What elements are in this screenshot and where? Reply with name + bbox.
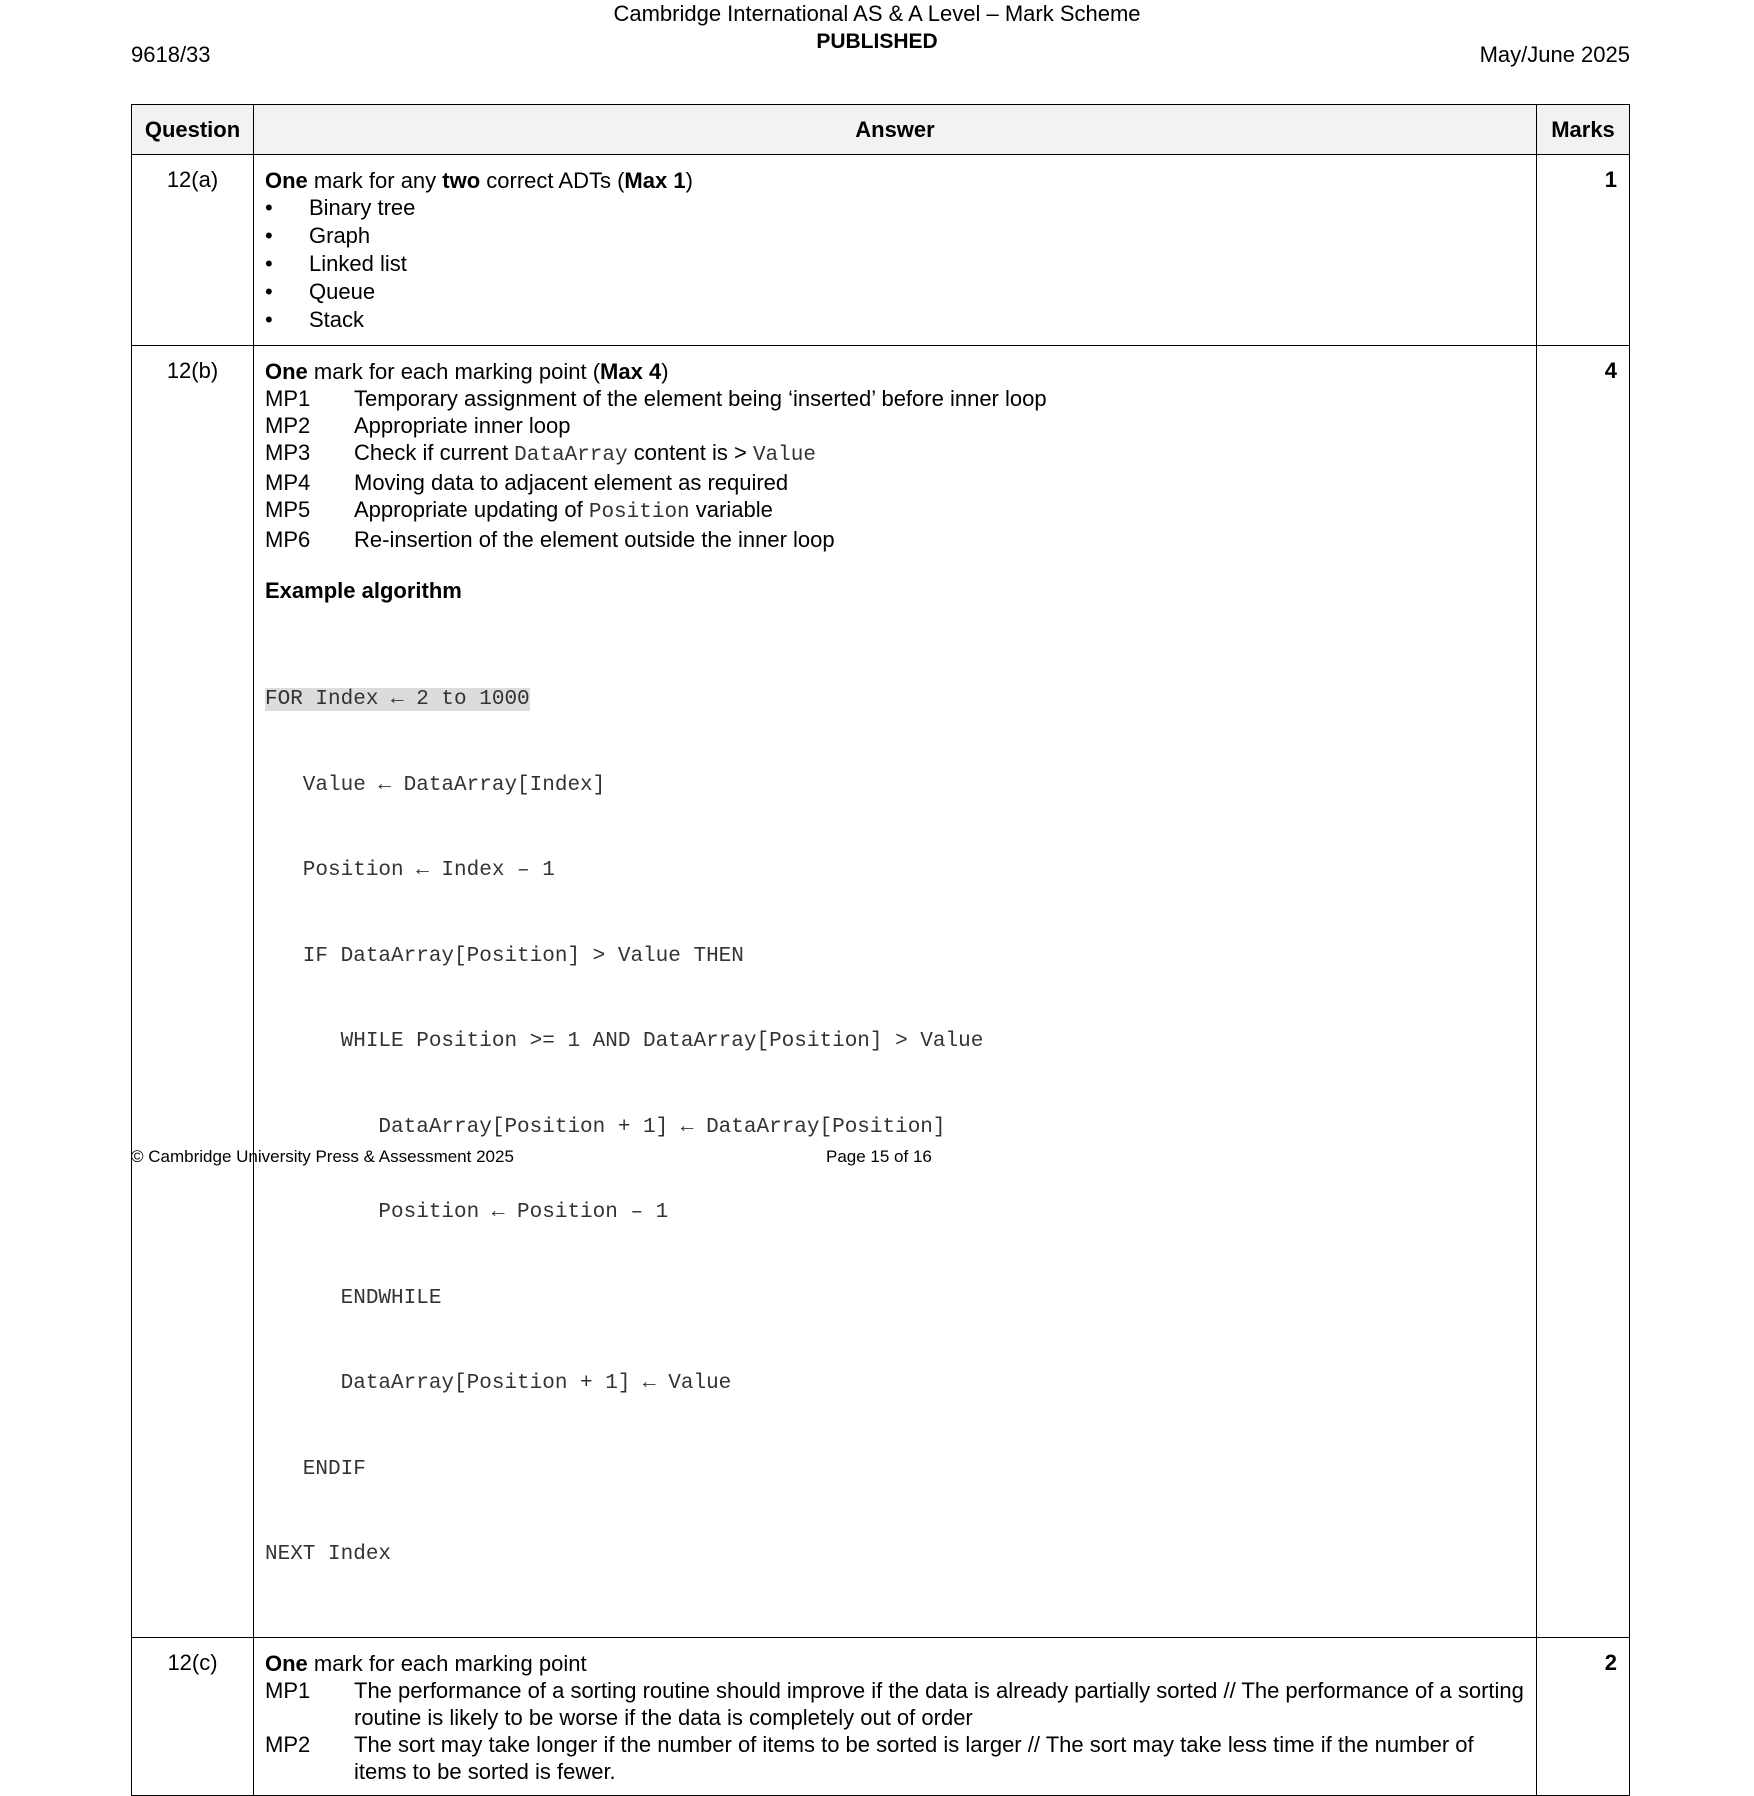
code-line: DataArray[Position + 1] ← DataArray[Position] [265,1115,946,1139]
exam-session: May/June 2025 [1479,42,1630,67]
marking-point: MP5 Appropriate updating of Position variable [265,497,773,524]
code-line: Value ← DataArray[Index] [265,773,606,797]
marks-value: 4 [1537,346,1630,1638]
adt-list [265,194,1524,334]
page-number: Page 15 of 16 [826,1147,932,1166]
question-number: 12(c) [132,1637,254,1795]
answer-cell [254,1637,1537,1795]
paper-code: 9618/33 [131,42,211,67]
question-number: 12(a) [132,155,254,346]
mark-instruction: One mark for each marking point (Max 4) [265,359,669,384]
marking-point: MP2 Appropriate inner loop [265,413,571,438]
table-row [132,1637,1630,1795]
code-line: Position ← Position – 1 [265,1201,669,1224]
mark-instruction: One mark for any two correct ADTs (Max 1) [265,168,693,193]
pseudocode-block [265,629,1524,1627]
marking-point: MP3 Check if current DataArray content is > Value [265,440,816,467]
document-title: Cambridge International AS & A Level – Mark Scheme [613,1,1141,26]
marking-point: MP1 The performance of a sorting routine should improve if the data is already partially sorted // The performance of a sorting routine is likely to be worse if the data is completely out of order [265,1677,1524,1730]
code-line: IF DataArray[Position] > Value THEN [265,944,744,968]
list-item: • Linked list [265,250,1524,278]
code-line: ENDWHILE [265,1286,442,1310]
copyright-notice: © Cambridge University Press & Assessment 2025 [131,1147,514,1166]
list-item: • Queue [265,278,1524,306]
code-line: Position ← Index – 1 [265,859,555,882]
marks-value: 1 [1537,155,1630,346]
code-line: WHILE Position >= 1 AND DataArray[Position] > Value [265,1030,984,1053]
answer-cell [254,346,1537,1638]
mark-instruction: One mark for each marking point [265,1650,587,1676]
marking-point: MP2 The sort may take longer if the number of items to be sorted is larger // The sort may take less time if the number of items to be sorted is fewer. [265,1731,1474,1784]
marking-point: MP4 Moving data to adjacent element as required [265,470,789,495]
answer-column-header: Answer [254,105,1537,155]
published-label: PUBLISHED [816,30,938,53]
code-line: FOR Index ← 2 to 1000 [265,688,530,711]
answer-cell [254,155,1537,346]
question-column-header: Question [132,105,254,155]
example-algorithm-heading: Example algorithm [265,578,462,603]
marking-point: MP1 Temporary assignment of the element being ‘inserted’ before inner loop [265,386,1047,411]
code-line: ENDIF [265,1457,366,1481]
list-item: • Binary tree [265,194,1524,222]
question-number: 12(b) [132,346,254,1638]
table-row [132,155,1630,346]
marks-column-header: Marks [1537,105,1630,155]
mark-scheme-table [131,104,1630,1796]
table-header-row [132,105,1630,155]
marking-point: MP6 Re-insertion of the element outside the inner loop [265,527,835,552]
code-line: NEXT Index [265,1543,392,1566]
list-item: • Graph [265,222,1524,250]
code-line: DataArray[Position + 1] ← Value [265,1372,732,1395]
list-item: • Stack [265,306,1524,334]
marks-value: 2 [1537,1637,1630,1795]
table-row [132,346,1630,1638]
